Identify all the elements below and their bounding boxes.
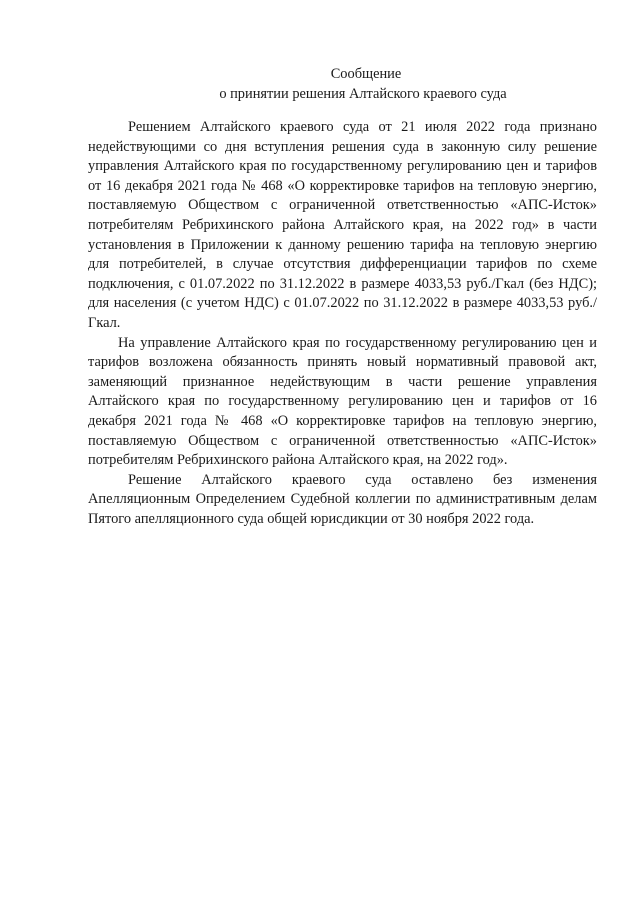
paragraph-court-decision: Решением Алтайского краевого суда от 21 июля 2022 года признано недействующими со дня вступления решения суда в законную силу решение управления Алтайского края по государственному регулированию цен и тарифов от 16 декабря 2021 года № 468 «О корректировке тарифов на тепловую энергию, поставляемую Обществом с ограниченной ответственностью «АПС-Исток» потребителям Ребрихинского района Алтайского края, на 2022 год» в части установления в Приложении к данному решению тарифа на тепловую энергию для потребителей, в случае отсутствия дифференциации тарифов по схеме подключения, с 01.07.2022 по 31.12.2022 в размере 4033,53 руб./Гкал (без НДС); для населения (с учетом НДС) с 01.07.2022 по 31.12.2022 в размере 4033,53 руб./Гкал. <box>88 119 597 331</box>
document-body <box>88 118 597 529</box>
title-line-2: о принятии решения Алтайского краевого суда <box>219 86 507 102</box>
document-title <box>88 64 598 104</box>
paragraph-obligation: На управление Алтайского края по государственному регулированию цен и тарифов возложена обязанность принять новый нормативный правовой акт, заменяющий признанное недействующим в части решение управления Алтайского края по государственному регулированию цен и тарифов от 16 декабря 2021 года № 468 «О корректировке тарифов на тепловую энергию, поставляемую Обществом с ограниченной ответственностью «АПС-Исток» потребителям Ребрихинского района Алтайского края, на 2022 год». <box>88 334 597 469</box>
paragraph-appeal: Решение Алтайского краевого суда оставлено без изменения Апелляционным Определением Судебной коллегии по административным делам Пятого апелляционного суда общей юрисдикции от 30 ноября 2022 года. <box>88 471 597 527</box>
title-line-1: Сообщение <box>330 66 402 82</box>
